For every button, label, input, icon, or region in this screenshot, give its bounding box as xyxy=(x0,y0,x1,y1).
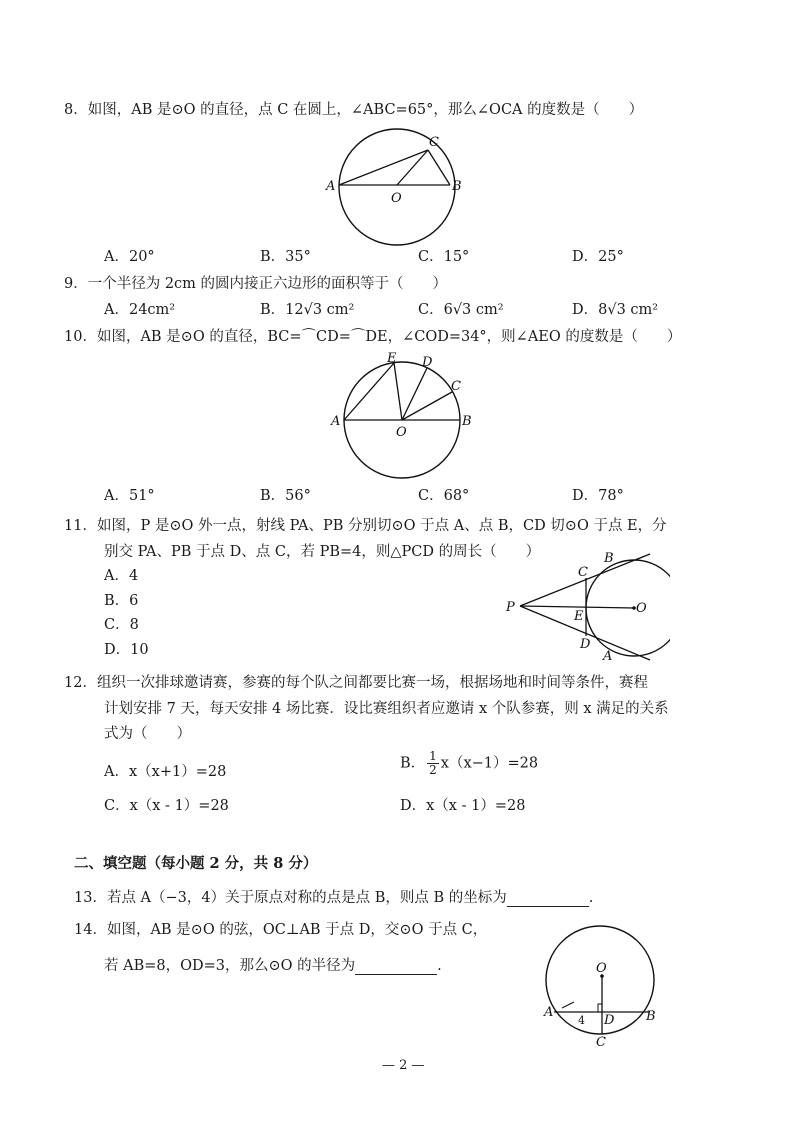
q8-stem: 8．如图，AB 是⊙O 的直径，点 C 在圆上，∠ABC=65°，那么∠OCA 的度数是（ ） xyxy=(64,102,644,118)
section2-heading: 二、填空题（每小题 2 分，共 8 分） xyxy=(74,855,318,872)
q10-option-b[interactable]: B．56° xyxy=(260,488,311,504)
q11-option-d[interactable]: D．10 xyxy=(104,642,149,658)
figure-q11 xyxy=(500,548,670,668)
fig8-label-a: A xyxy=(326,179,336,194)
q9-option-c[interactable]: C．6√3 cm² xyxy=(418,302,504,318)
fig11-label-p: P xyxy=(506,600,515,615)
q10-option-d[interactable]: D．78° xyxy=(572,488,624,504)
q12-stem-line2: 计划安排 7 天，每天安排 4 场比赛．设比赛组织者应邀请 x 个队参赛，则 x 满足的关系 xyxy=(104,701,669,717)
page-number: — 2 — xyxy=(382,1058,425,1073)
q8-option-d[interactable]: D．25° xyxy=(572,249,624,265)
fig10-label-c: C xyxy=(451,379,461,394)
fig14-label-b: B xyxy=(646,1009,656,1024)
figure-q10 xyxy=(330,350,480,482)
q9-stem: 9．一个半径为 2cm 的圆内接正六边形的面积等于（ ） xyxy=(64,276,448,292)
q8-option-a[interactable]: A．20° xyxy=(104,249,155,265)
fraction-denominator: 2 xyxy=(429,763,437,777)
fig10-label-a: A xyxy=(331,414,341,429)
fig11-label-c: C xyxy=(578,565,588,580)
q12-option-a[interactable]: A．x（x+1）=28 xyxy=(104,764,227,780)
fig8-label-o: O xyxy=(391,191,402,206)
q12-stem-line3: 式为（ ） xyxy=(104,726,191,742)
fig10-label-d: D xyxy=(422,355,433,370)
fig11-label-b: B xyxy=(604,551,614,566)
q11-stem-line1: 11．如图，P 是⊙O 外一点，射线 PA、PB 分别切⊙O 于点 A、点 B，CD 切⊙O 于点 E，分 xyxy=(64,518,667,534)
q8-option-c[interactable]: C．15° xyxy=(418,249,470,265)
fig14-label-a: A xyxy=(544,1005,554,1020)
fig11-label-a: A xyxy=(603,649,613,664)
fig14-label-c: C xyxy=(596,1035,606,1048)
q14-stem-line1: 14．如图，AB 是⊙O 的弦，OC⊥AB 于点 D，交⊙O 于点 C， xyxy=(74,922,488,938)
q10-stem: 10．如图，AB 是⊙O 的直径，BC=⌒CD=⌒DE，∠COD=34°，则∠AEO 的度数是（ ） xyxy=(64,329,682,345)
q9-option-b[interactable]: B．12√3 cm² xyxy=(260,302,355,318)
fraction-numerator: 1 xyxy=(429,749,437,763)
fig14-label-d: D xyxy=(604,1013,615,1028)
fig14-label-o: O xyxy=(596,961,607,976)
q13-text: 13．若点 A（−3，4）关于原点对称的点是点 B，则点 B 的坐标为 xyxy=(74,890,507,906)
q10-option-a[interactable]: A．51° xyxy=(104,488,155,504)
q9-option-d[interactable]: D．8√3 cm² xyxy=(572,302,659,318)
fig11-label-d: D xyxy=(580,637,591,652)
q11-option-b[interactable]: B．6 xyxy=(104,593,139,609)
q14-text: 若 AB=8，OD=3，那么⊙O 的半径为 xyxy=(104,958,356,974)
q14-stem-line2 xyxy=(104,954,442,975)
fig8-label-c: C xyxy=(429,135,439,150)
fig14-label-four: 4 xyxy=(578,1014,585,1027)
figure-q14 xyxy=(540,924,670,1048)
figure-q8 xyxy=(320,128,480,250)
q11-stem-line2: 别交 PA、PB 于点 D、点 C，若 PB=4，则△PCD 的周长（ ） xyxy=(104,544,541,560)
fig10-label-e: E xyxy=(387,351,397,366)
q14-answer-blank[interactable] xyxy=(355,974,437,975)
q11-option-c[interactable]: C．8 xyxy=(104,617,139,633)
fig8-label-b: B xyxy=(452,179,462,194)
q9-option-a[interactable]: A．24cm² xyxy=(104,302,176,318)
fig11-label-e: E xyxy=(574,609,584,624)
q12-option-b-rest: x（x−1）=28 xyxy=(440,755,539,772)
fig11-label-o: O xyxy=(636,601,647,616)
q13-period: . xyxy=(588,890,594,906)
q10-option-c[interactable]: C．68° xyxy=(418,488,470,504)
fig10-label-b: B xyxy=(462,414,472,429)
q12-option-d[interactable]: D．x（x - 1）=28 xyxy=(400,798,526,814)
fig10-label-o: O xyxy=(396,425,407,440)
q12-option-c[interactable]: C．x（x - 1）=28 xyxy=(104,798,229,814)
q12-option-b[interactable] xyxy=(400,750,538,777)
q12-stem-line1: 12．组织一次排球邀请赛，参赛的每个队之间都要比赛一场，根据场地和时间等条件，赛程 xyxy=(64,675,648,691)
q14-period: . xyxy=(437,958,442,974)
q12-option-b-prefix: B． xyxy=(400,755,426,772)
q12-option-b-fraction xyxy=(427,750,439,777)
q13-answer-blank[interactable] xyxy=(507,906,589,907)
q11-option-a[interactable]: A．4 xyxy=(104,568,139,584)
q13-stem xyxy=(74,886,593,907)
q8-option-b[interactable]: B．35° xyxy=(260,249,311,265)
